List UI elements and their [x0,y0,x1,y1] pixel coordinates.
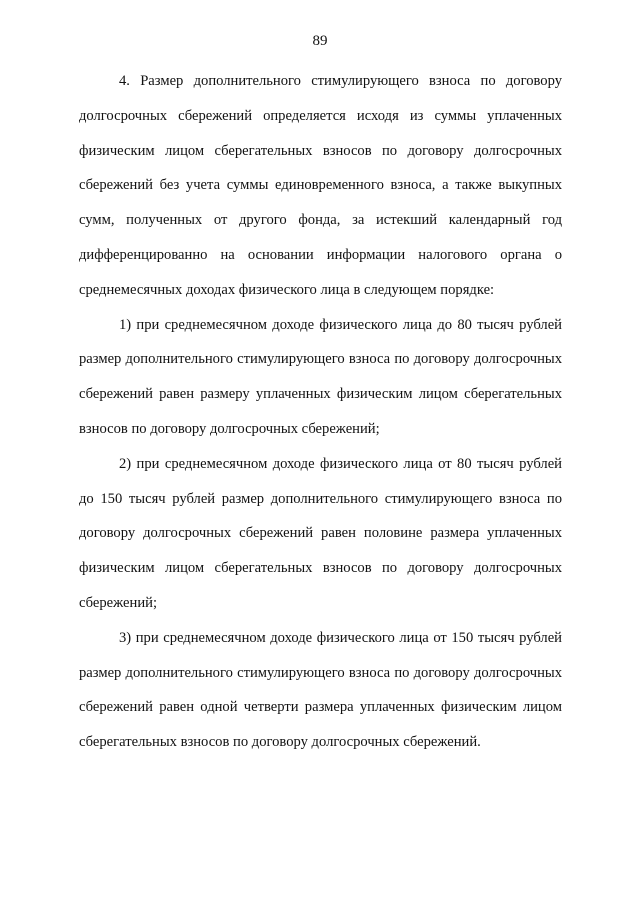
paragraph-subitem-3: 3) при среднемесячном доходе физического лица от 150 тысяч рублей размер дополнительного стимулирующего взноса по договору долгосрочных сбережений равен одной четверти размера уплаченных физическим лицом сберегательных взносов по договору долгосрочных сбережений. [79,629,562,751]
document-body [79,64,562,760]
paragraph-subitem-1: 1) при среднемесячном доходе физического лица до 80 тысяч рублей размер дополнительного стимулирующего взноса по договору долгосрочных сбережений равен размеру уплаченных физическим лицом сберегательных взносов по договору долгосрочных сбережений; [79,316,562,437]
paragraph-subitem-2: 2) при среднемесячном доходе физического лица от 80 тысяч рублей до 150 тысяч рублей размер дополнительного стимулирующего взноса по договору долгосрочных сбережений равен половине размера уплаченных физическим лицом сберегательных взносов по договору долгосрочных сбережений; [79,455,562,611]
paragraph-item-4: 4. Размер дополнительного стимулирующего взноса по договору долгосрочных сбережений определяется исходя из суммы уплаченных физическим лицом сберегательных взносов по договору долгосрочных сбережений без учета суммы единовременного взноса, а также выкупных сумм, полученных от другого фонда, за истекший календарный год дифференцированно на основании информации налогового органа о среднемесячных доходах физического лица в следующем порядке: [79,73,562,298]
page-number: 89 [312,33,328,49]
